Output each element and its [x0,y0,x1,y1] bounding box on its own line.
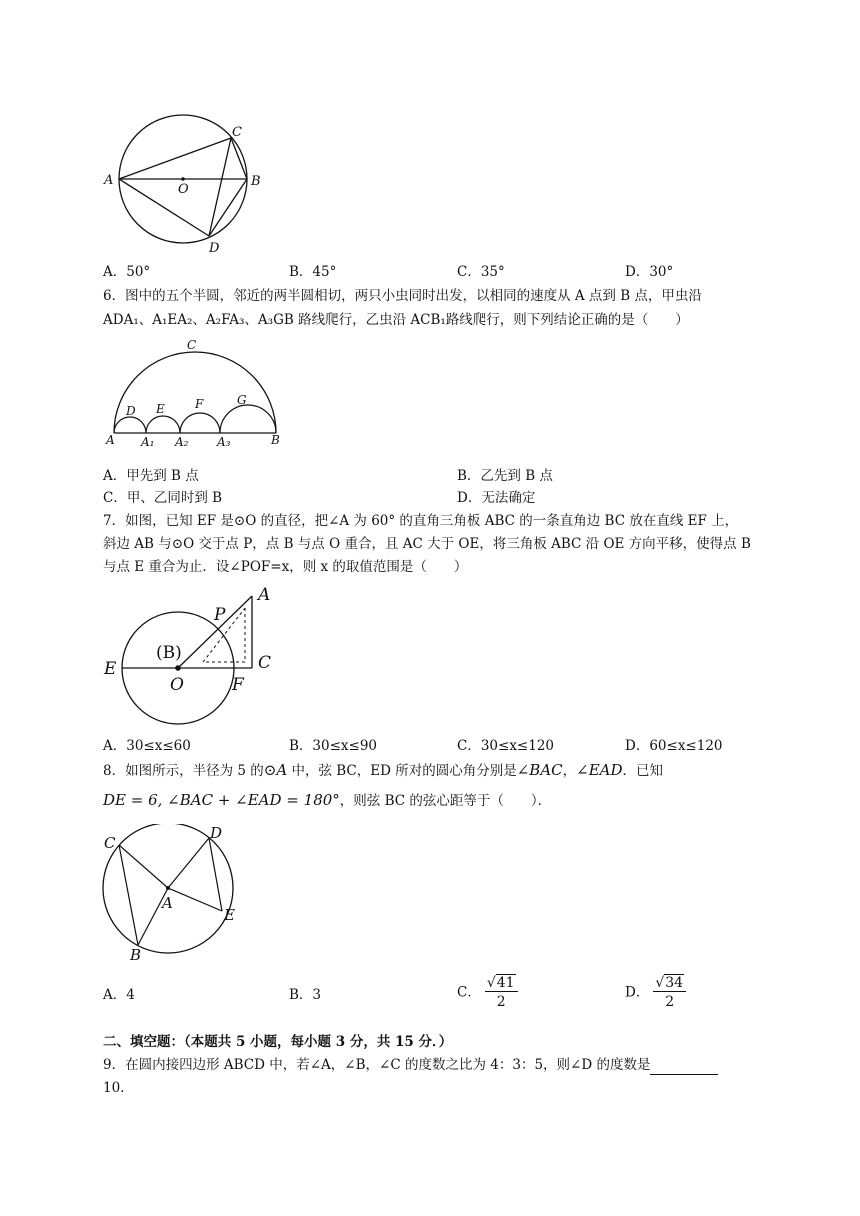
q6-label-a: A [106,433,115,447]
q8-option-d-prefix: D． [625,984,650,1001]
q8-line2-math: DE = 6, ∠BAC + ∠EAD = 180° [103,791,340,809]
q8-option-a: A．4 [103,987,135,1003]
q5-option-d: D．30° [625,264,674,280]
q5-figure [100,112,280,257]
q7-label-f: F [232,675,244,695]
q6-option-c: C．甲、乙同时到 B [103,490,223,506]
q8-line1-mid: 中，弦 BC，ED 所对的圆心角分别是 [287,763,517,779]
q10-text: 10. [103,1080,125,1096]
q6-label-b: B [271,433,280,447]
q7-label-a: A [258,585,271,605]
q6-label-e: E [156,402,165,416]
q6-label-a3: A₃ [217,435,231,449]
q6-text-line2: ADA₁、A₁EA₂、A₂FA₃、A₃GB 路线爬行，乙虫沿 ACB₁路线爬行，则下列结论正确的是（ ） [103,312,689,328]
q8-label-e: E [224,906,235,924]
q8-label-b: B [130,946,142,964]
q7-option-c: C．30≤x≤120 [457,738,555,754]
q7-option-d: D．60≤x≤120 [625,738,723,754]
q7-label-c: C [258,653,272,673]
q6-text-line1: 6．图中的五个半圆，邻近的两半圆相切，两只小虫同时出发，以相同的速度从 A 点到 B 点，甲虫沿 [103,288,702,304]
q7-label-e: E [104,659,117,679]
section2-heading: 二、填空题：（本题共 5 小题，每小题 3 分，共 15 分．） [103,1034,453,1050]
q5-option-a: A．50° [103,264,151,280]
q8-line1-post: ．已知 [622,763,664,779]
q7-option-b: B．30≤x≤90 [289,738,378,754]
q6-option-a: A．甲先到 B 点 [103,468,199,484]
q8-option-c-denominator: 2 [496,994,506,1010]
q8-option-c-fraction: $\frac{√41}{2}$ [485,975,518,1010]
q7-text-line2: 斜边 AB 与⊙O 交于点 P，点 B 与点 O 重合，且 AC 大于 OE，将三角板 ABC 沿 OE 方向平移，使得点 B [103,536,751,552]
q7-label-b: (B) [156,643,182,663]
q5-label-c: C [232,125,242,140]
q5-label-o: O [178,182,189,197]
q8-label-a: A [162,894,173,912]
q8-text-line1 [103,760,663,781]
q5-label-b: B [251,174,261,189]
q8-comma: ， [562,763,577,779]
q7-text-line3: 与点 E 重合为止．设∠POF=x，则 x 的取值范围是（ ） [103,559,468,575]
q9-question: 9．在圆内接四边形 ABCD 中，若∠A，∠B，∠C 的度数之比为 4：3：5，则∠D 的度数是 [103,1057,651,1073]
q6-option-d: D．无法确定 [457,490,536,506]
q8-line2-post: ，则弦 BC 的弦心距等于（ ）． [339,793,552,809]
q7-label-o: O [170,675,184,695]
q7-figure [100,582,290,730]
q7-text-line1: 7．如图，已知 EF 是⊙O 的直径，把∠A 为 60° 的直角三角板 ABC 的一条直角边 BC 放在直线 EF 上， [103,513,739,529]
q8-label-c: C [104,834,116,852]
q7-label-p: P [214,605,226,625]
q8-angle-ead: ∠EAD [576,761,623,779]
q9-text [103,1055,718,1075]
q5-label-a: A [104,173,114,188]
q8-angle-bac: ∠BAC [516,761,563,779]
q8-line1-pre: 8．如图所示，半径为 5 的 [103,763,264,779]
q8-option-d [625,975,686,1010]
q6-label-a1: A₁ [141,435,155,449]
q6-label-g: G [237,393,247,407]
q6-label-f: F [195,397,204,411]
q6-label-a2: A₂ [175,435,189,449]
q8-figure [100,824,250,964]
q6-label-d: D [126,404,136,418]
q8-option-c-radicand: 41 [496,975,515,991]
q8-option-c [457,975,518,1010]
q8-option-c-prefix: C． [457,984,481,1001]
q5-option-c: C．35° [457,264,505,280]
q8-label-d: D [210,824,223,842]
q6-label-c: C [187,338,197,352]
q5-option-b: B．45° [289,264,337,280]
q9-answer-blank [650,1059,718,1075]
q8-option-d-radicand: 34 [665,975,684,991]
q7-option-a: A．30≤x≤60 [103,738,191,754]
q8-text-line2 [103,790,551,811]
q8-circle-a: ⊙A [263,761,288,779]
q5-label-d: D [209,241,220,256]
q6-option-b: B．乙先到 B 点 [457,468,553,484]
q8-option-d-denominator: 2 [665,994,675,1010]
q6-figure [100,338,290,450]
q8-option-d-fraction: $\frac{√34}{2}$ [653,975,686,1010]
q8-option-b: B．3 [289,987,322,1003]
